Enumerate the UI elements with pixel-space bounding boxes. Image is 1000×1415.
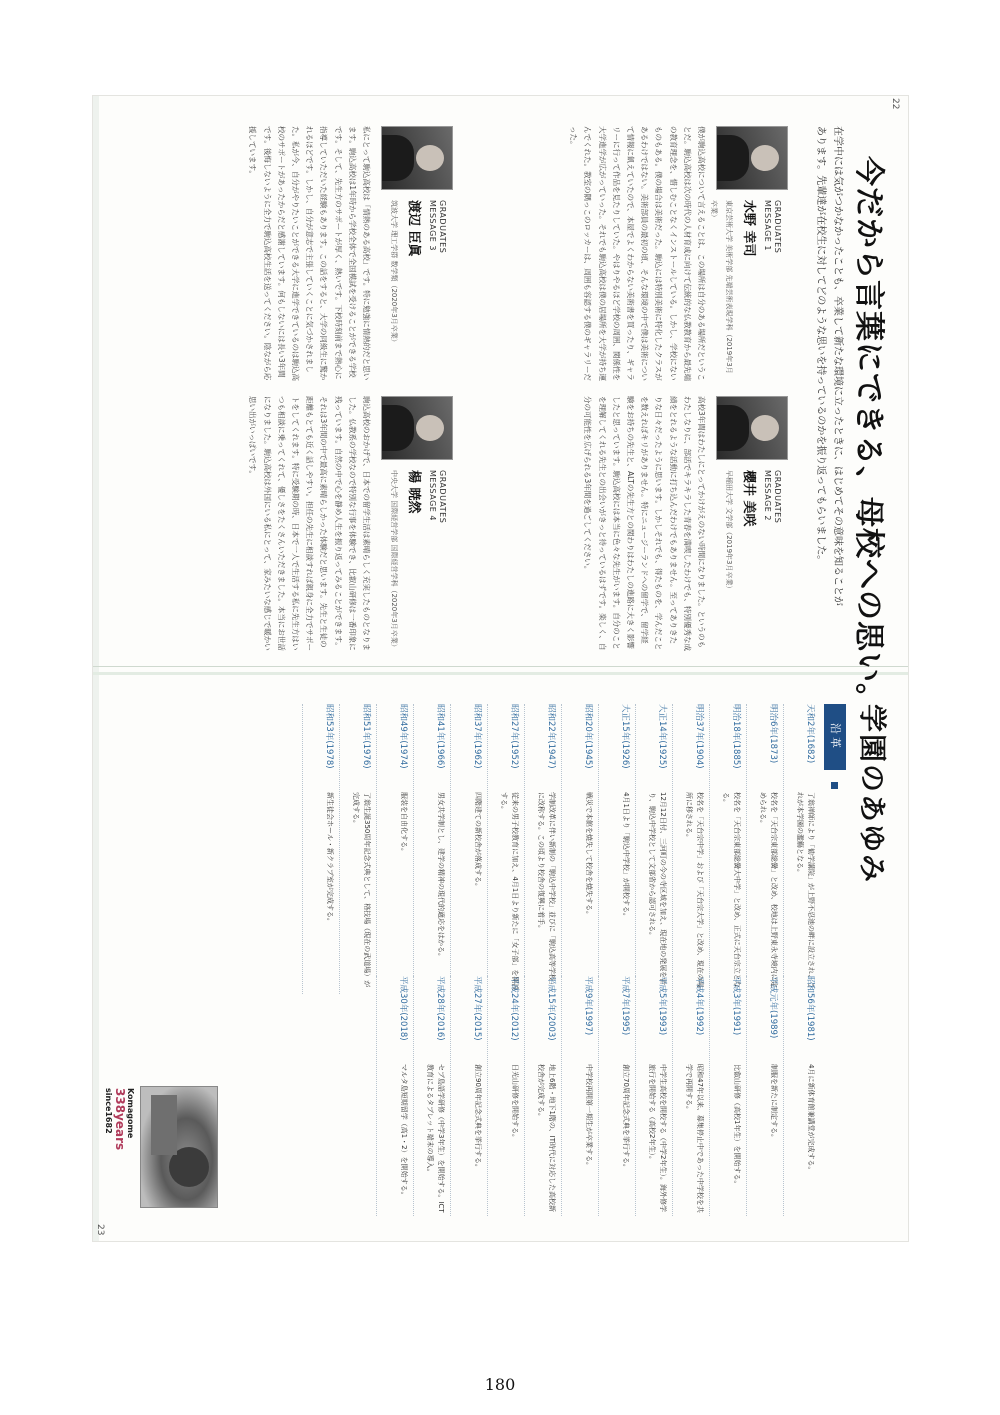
badge-line-2: 338years <box>113 1088 127 1151</box>
timeline-row <box>746 976 783 1216</box>
graduate-school: 早稲田大学 文学部（2019年3月卒業） <box>725 470 733 593</box>
timeline-row <box>709 976 746 1216</box>
timeline-year: 明治18年(1885) <box>731 704 741 769</box>
timeline-description: 中学生高校を開校する（中学2年生）。海外修学旅行を開始する（高校2年生）。 <box>648 1064 667 1212</box>
timeline-description: 新生徒会ホール・新クラブ室が完成する。 <box>326 792 334 925</box>
timeline-year: 平成9年(1997) <box>583 976 593 1036</box>
timeline-description: 4月1日より「駒込中学校」が開校する。 <box>622 792 630 920</box>
timeline-description: 比叡山研修（高校1年生）を開始する。 <box>733 1064 741 1188</box>
timeline-year: 平成27年(2015) <box>472 976 482 1041</box>
timeline-row <box>376 976 413 1216</box>
graduate-photo <box>381 126 453 190</box>
timeline-row <box>561 976 598 1216</box>
page-number-23: 23 <box>95 1224 105 1236</box>
page-title: 今だから言葉にできる、母校への思い。 <box>851 156 886 714</box>
timeline-row <box>672 704 709 994</box>
graduate-label: GRADUATES MESSAGE 3 <box>428 200 447 254</box>
timeline-year: 昭和27年(1952) <box>509 704 519 769</box>
timeline-row <box>709 704 746 994</box>
anniversary-badge <box>103 1088 136 1150</box>
timeline-row <box>598 976 635 1216</box>
timeline-description: 制服を新たに制定する。 <box>770 1064 778 1141</box>
timeline-row <box>598 704 635 994</box>
timeline-left <box>302 704 820 994</box>
timeline-row <box>376 704 413 994</box>
timeline-description: 創立90周年記念式典を挙行する。 <box>474 1064 482 1171</box>
page-number-22: 22 <box>890 98 900 110</box>
timeline-year: 平成5年(1993) <box>657 976 667 1036</box>
scanned-spread <box>92 95 909 1242</box>
timeline-description: 創立70周年記念式典を挙行する。 <box>622 1064 630 1171</box>
graduate-label: GRADUATES MESSAGE 2 <box>763 470 782 524</box>
timeline-year: 平成30年(2018) <box>398 976 408 1041</box>
timeline-year: 平成元年(1989) <box>768 976 778 1039</box>
timeline-row <box>302 704 339 994</box>
timeline-row <box>487 976 524 1216</box>
timeline-year: 平成15年(2003) <box>546 976 556 1041</box>
timeline-description: 12月12日付、三河町の今の寺区域を加え、現在地の発展を計り、駒込中学校として文部省から認可される。 <box>648 792 667 986</box>
section-marker <box>831 782 838 789</box>
timeline-row <box>561 704 598 994</box>
timeline-description: 日光山研修を開始する。 <box>511 1064 519 1141</box>
timeline-year: 平成3年(1991) <box>731 976 741 1036</box>
graduate-message-text: 高校3年間はわたしにとってかけがえのない時間になりました。というのもわたしなりに、部活でキラキラした青春を満喫したわけでも、特別優秀な成績をとれるような活動に打ち込んだわけでもありません。至ってありきたりな日々だったように思います。しかしそれでも、得たものを、学んだことを数えればキリがありません。特にニュージーランドへの留学で、留学経験をお持ちの先生と、ALTの先生方との関わりはわたしの進路に大きく影響したと思っています。駒込高校には本当に色々な先生がいます。自分のことを理解してくれる先生との出会いがきっと待っているはずです。楽しく、自分の可能性を広げられる3年間を過ごしてください。 <box>583 396 706 651</box>
timeline-description: 了翁禅師により「勧学講院」が上野不忍池の畔に設立され、これが本学園の濫觴となる。 <box>796 792 815 989</box>
badge-line-1: Komagome <box>126 1088 135 1139</box>
timeline-description: 従来の男子校教育に加え、4月1日より新たに「女子部」を開設する。 <box>500 792 519 991</box>
timeline-row <box>339 704 376 994</box>
timeline-row <box>783 704 820 994</box>
graduate-photo <box>716 396 788 460</box>
timeline-row <box>524 976 561 1216</box>
timeline-row <box>413 704 450 994</box>
timeline-description: 昭和47年以来、募集停止中であった中学校を共学で再開する。 <box>685 1064 704 1213</box>
timeline-row <box>487 704 524 994</box>
history-title: 学園のあゆみ <box>856 704 889 885</box>
timeline-year: 昭和49年(1974) <box>398 704 408 769</box>
timeline-year: 昭和22年(1947) <box>546 704 556 769</box>
timeline-description: 校名を「天台宗東部総黌」と改め、校地は上野東永寺境内に定められる。 <box>759 792 778 988</box>
timeline-row <box>450 704 487 994</box>
graduate-message-2 <box>448 396 788 651</box>
timeline-row <box>635 976 672 1216</box>
history-page <box>93 676 908 1241</box>
document-page-number: 180 <box>484 1375 516 1394</box>
graduate-photo <box>716 126 788 190</box>
graduate-message-text: 私にとって駒込高校は「情熱のある高校」です。特に勉強に情熱的だと思います。駒込高校は1年時から学校全体で全国模試を受けることができる学校です。そして、先生方のサポートが厚く、熱いです。下校時刻前まで熱心に指導していただいた経験もあります。この話をすると、大学の同級生に驚かれるほどです。しかし、自分が意志で主張していくことに気づかされました。私が今、自分がやりたいことができる大学に進学できているのは駒込高校のサポートがあったからだと感謝しています。何もしないには長い3年間です。後悔しないように全力で駒込高校生活を送ってください。陰ながら応援しています。 <box>248 126 371 381</box>
graduate-message-1 <box>448 126 788 381</box>
timeline-row <box>672 976 709 1216</box>
timeline-description: 校名を「天台宗東部総黌大中学」と改め、正式に天台宗立となる。 <box>722 792 741 988</box>
timeline-year: 天和2年(1682) <box>805 704 815 764</box>
timeline-description: マルタ島短期留学（高1・2）を開始する。 <box>400 1064 408 1199</box>
timeline-year: 平成7年(1995) <box>620 976 630 1036</box>
timeline-description: 中学校再開第一期生が卒業する。 <box>585 1064 593 1169</box>
timeline-row <box>783 976 820 1216</box>
timeline-description: 地上6階・地下1階の、IT時代に対応した高校新校舎が完成する。 <box>537 1064 556 1212</box>
graduate-school: 東京芸術大学 美術学部 先端芸術表現学科（2019年3月卒業） <box>710 200 733 374</box>
graduate-name: 渡辺 臣眞 <box>406 200 421 257</box>
timeline-year: 昭和56年(1981) <box>805 976 815 1041</box>
timeline-year: 大正15年(1926) <box>620 704 630 769</box>
graduate-message-4 <box>113 396 453 651</box>
graduate-message-3 <box>113 126 453 381</box>
graduate-name: 櫻井 美咲 <box>741 470 756 527</box>
graduate-message-text: 僕が駒込高校について言えることは、この場所は自分のある場所だということだ。駒込高校は次の時代の人材育成に向けて伝統的な仏教教育から最先端の教育理念を、惜しむことなくインストールしている。しかし、学校にないものもある。僕の場合は美術だった。駒込には特別美術に特化したクラスがあるわけではない。美術部員の最初の頃、そんな環境の中で僕は美術について情報に飢えていたので、本屋でよくわからない美術書を買ったり、ギャラリーに行って作品を見たりしていた。やはりやるほど学校の周囲、関係性を大学進学が広がっていった。それでも駒込高校は僕の居場所を大学が持ち運んでくれた。教室の隅っこのロッカーは、周囲も容認する僕のギャラリーだった。 <box>569 126 706 381</box>
timeline-description: 4月に新体育館兼講堂が完成する。 <box>807 1064 815 1174</box>
graduate-photo <box>381 396 453 460</box>
timeline-year: 平成24年(2012) <box>509 976 519 1041</box>
page-divider-shadow <box>93 672 908 675</box>
page-divider <box>93 666 908 667</box>
timeline-description: セブ島語学研修（中学3年生）を開始する。ICT教育によるタブレット端末の導入。 <box>426 1064 445 1213</box>
badge-line-3: since1682 <box>104 1088 113 1134</box>
timeline-year: 明治6年(1873) <box>768 704 778 764</box>
graduate-label: GRADUATES MESSAGE 4 <box>428 470 447 524</box>
timeline-year: 平成28年(2016) <box>435 976 445 1041</box>
graduate-school: 筑波大学 理工学群 数学類（2020年3月卒業） <box>390 200 398 346</box>
timeline-year: 明治37年(1904) <box>694 704 704 769</box>
timeline-row <box>635 704 672 994</box>
timeline-description: 学制改革に伴い新制の「駒込中学校」並びに「駒込高等学校」に改称する。この頃より校舎の復興に着手。 <box>537 792 556 988</box>
timeline-description: 戦災で本館を焼失して校舎を焼失する。 <box>585 792 593 918</box>
timeline-description: 男女共学制とし、建学の精神の現代的適応をはかる。 <box>437 792 445 960</box>
timeline-year: 昭和53年(1978) <box>324 704 334 769</box>
timeline-right <box>376 976 820 1216</box>
timeline-description: 四階建ての新校舎が落成する。 <box>474 792 482 890</box>
graduate-message-text: 駒込高校のおかげで、日本での留学生活は素晴らしく充実したものとなりました。仏教系の学校なので特別な行事を体験でき、比叡山研修は一番印象に残っています。自然の中で心を静め人生を振り返ってみることができます。それは3年間の中で最高に素晴らしかった体験だと思います。先生と生徒の距離もとても近く話しやすい。担任の先生に相談すれば親身に全力でサポートをしてくれます。特に受験期の時、日本で一人で生活する私に先生方はいつも相談に乗ってくれて、優しさをたくさんいただきました。本当にお世話になりました。駒込高校は外国にいる私にとって、家みたいな感じで暖かい思い出がいっぱいです。 <box>248 396 371 651</box>
historic-photo <box>140 1086 218 1208</box>
timeline-year: 昭和20年(1945) <box>583 704 593 769</box>
timeline-row <box>450 976 487 1216</box>
timeline-year: 昭和41年(1966) <box>435 704 445 769</box>
intro-text: 在学中には気がつかなかったことも、卒業して新たな環境に立ったときに、はじめてその意味を知ることがあります。先輩達が在校生に対してどのような思いを持っているのかを振り返ってもらいました。 <box>815 126 843 606</box>
graduates-page <box>93 96 908 714</box>
timeline-year: 大正14年(1925) <box>657 704 667 769</box>
graduate-label: GRADUATES MESSAGE 1 <box>763 200 782 254</box>
timeline-description: 服装を自由化する。 <box>400 792 408 855</box>
timeline-description: 校名を「天台宗中学」および「天台宗大学」と改め、現在の場所に移される。 <box>685 792 704 988</box>
graduate-name: 楊 暁然 <box>406 470 421 514</box>
enkaku-label: 沿革 <box>824 704 846 770</box>
timeline-year: 昭和51年(1976) <box>361 704 371 769</box>
timeline-description: 了翁生誕350周年記念式典として、格技場（現在の武道場）が完成する。 <box>352 792 371 988</box>
graduate-name: 水野 幸司 <box>741 200 756 257</box>
timeline-row <box>524 704 561 994</box>
timeline-row <box>746 704 783 994</box>
timeline-year: 平成4年(1992) <box>694 976 704 1036</box>
graduate-school: 中央大学 国際経営学部 国際経営学科（2020年3月卒業） <box>390 470 398 651</box>
timeline-row <box>413 976 450 1216</box>
timeline-year: 昭和37年(1962) <box>472 704 482 769</box>
